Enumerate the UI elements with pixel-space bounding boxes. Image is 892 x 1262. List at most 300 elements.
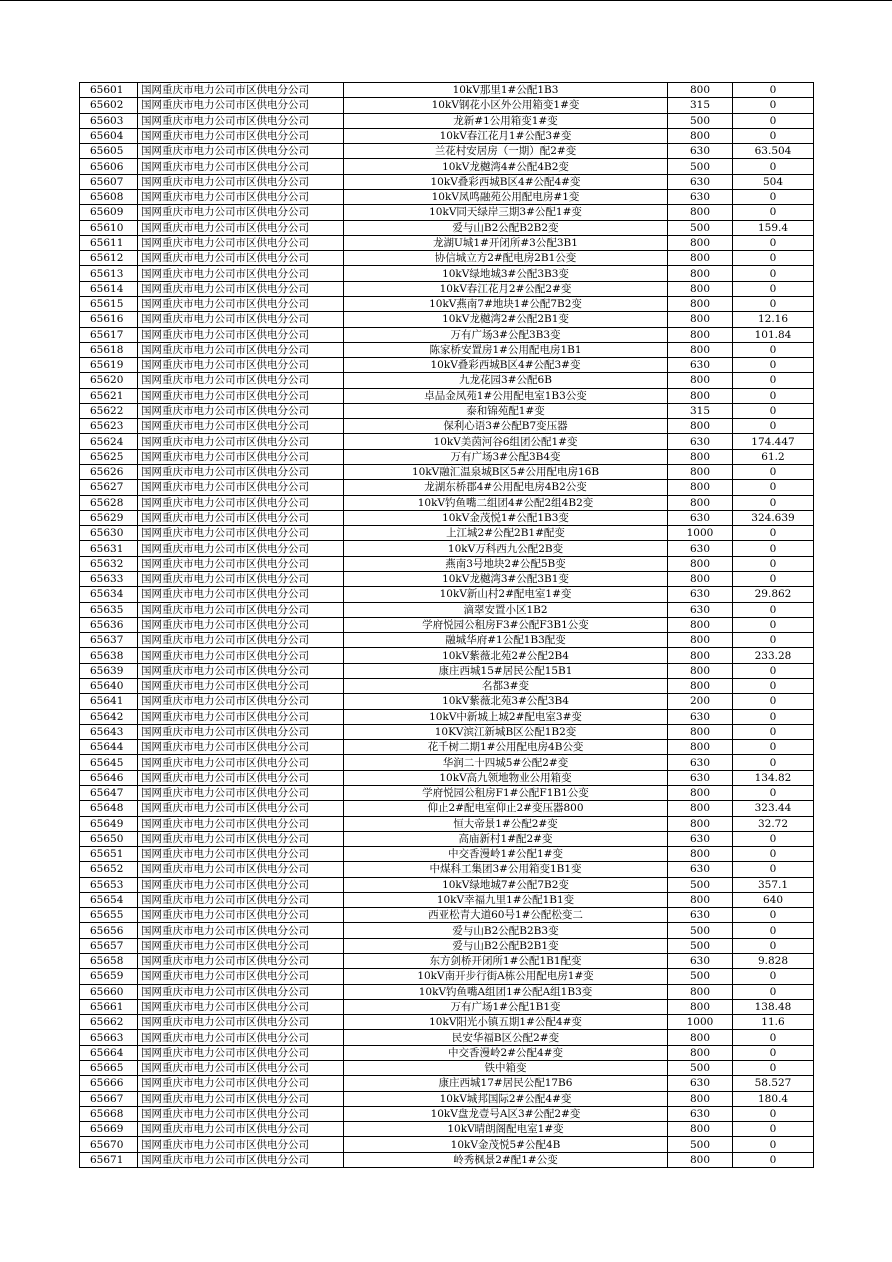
transformer-name-cell: 仰止2#配电室仰止2#变压器800 bbox=[344, 801, 668, 816]
table-body bbox=[80, 83, 814, 1168]
value-cell: 0 bbox=[733, 526, 814, 541]
transformer-name-cell: 10kV南开步行街A栋公用配电房1#变 bbox=[344, 969, 668, 984]
transformer-name-cell: 爱与山B2公配B2B3变 bbox=[344, 923, 668, 938]
table-row bbox=[80, 1091, 814, 1106]
capacity-cell: 500 bbox=[668, 220, 733, 235]
value-cell: 0 bbox=[733, 189, 814, 204]
table-row bbox=[80, 984, 814, 999]
table-row bbox=[80, 678, 814, 693]
capacity-cell: 800 bbox=[668, 251, 733, 266]
capacity-cell: 800 bbox=[668, 801, 733, 816]
transformer-name-cell: 10kV幸福九里1#公配1B1变 bbox=[344, 892, 668, 907]
substation-capacity-table bbox=[79, 82, 814, 1168]
company-cell: 国网重庆市电力公司市区供电分公司 bbox=[138, 801, 344, 816]
transformer-name-cell: 燕南3号地块2#公配5B变 bbox=[344, 556, 668, 571]
value-cell: 12.16 bbox=[733, 312, 814, 327]
company-cell: 国网重庆市电力公司市区供电分公司 bbox=[138, 785, 344, 800]
record-id-cell: 65633 bbox=[80, 572, 138, 587]
transformer-name-cell: 10kV春江花月2#公配2#变 bbox=[344, 281, 668, 296]
record-id-cell: 65643 bbox=[80, 724, 138, 739]
record-id-cell: 65667 bbox=[80, 1091, 138, 1106]
record-id-cell: 65648 bbox=[80, 801, 138, 816]
record-id-cell: 65631 bbox=[80, 541, 138, 556]
value-cell: 0 bbox=[733, 633, 814, 648]
company-cell: 国网重庆市电力公司市区供电分公司 bbox=[138, 251, 344, 266]
record-id-cell: 65614 bbox=[80, 281, 138, 296]
transformer-name-cell: 10kV叠彩西城B区4#公配4#变 bbox=[344, 174, 668, 189]
transformer-name-cell: 西亚松青大道60号1#公配松变二 bbox=[344, 908, 668, 923]
company-cell: 国网重庆市电力公司市区供电分公司 bbox=[138, 526, 344, 541]
value-cell: 159.4 bbox=[733, 220, 814, 235]
capacity-cell: 500 bbox=[668, 1061, 733, 1076]
table-row bbox=[80, 816, 814, 831]
capacity-cell: 800 bbox=[668, 205, 733, 220]
transformer-name-cell: 泰和锦苑配1#变 bbox=[344, 403, 668, 418]
capacity-cell: 315 bbox=[668, 403, 733, 418]
value-cell: 0 bbox=[733, 984, 814, 999]
value-cell: 174.447 bbox=[733, 434, 814, 449]
table-row bbox=[80, 755, 814, 770]
transformer-name-cell: 万有广场3#公配3B3变 bbox=[344, 327, 668, 342]
capacity-cell: 800 bbox=[668, 847, 733, 862]
transformer-name-cell: 兰花村安居房（一期）配2#变 bbox=[344, 144, 668, 159]
value-cell: 233.28 bbox=[733, 648, 814, 663]
capacity-cell: 800 bbox=[668, 495, 733, 510]
value-cell: 0 bbox=[733, 113, 814, 128]
company-cell: 国网重庆市电力公司市区供电分公司 bbox=[138, 358, 344, 373]
company-cell: 国网重庆市电力公司市区供电分公司 bbox=[138, 98, 344, 113]
page-top-rule bbox=[0, 0, 892, 1]
value-cell: 0 bbox=[733, 296, 814, 311]
table-row bbox=[80, 1137, 814, 1152]
value-cell: 138.48 bbox=[733, 999, 814, 1014]
transformer-name-cell: 10kV同天绿岸三期3#公配1#变 bbox=[344, 205, 668, 220]
record-id-cell: 65624 bbox=[80, 434, 138, 449]
record-id-cell: 65664 bbox=[80, 1045, 138, 1060]
company-cell: 国网重庆市电力公司市区供电分公司 bbox=[138, 220, 344, 235]
company-cell: 国网重庆市电力公司市区供电分公司 bbox=[138, 847, 344, 862]
record-id-cell: 65630 bbox=[80, 526, 138, 541]
company-cell: 国网重庆市电力公司市区供电分公司 bbox=[138, 1122, 344, 1137]
table-row bbox=[80, 694, 814, 709]
transformer-name-cell: 龙湖U城1#开闭所#3公配3B1 bbox=[344, 235, 668, 250]
value-cell: 0 bbox=[733, 419, 814, 434]
value-cell: 0 bbox=[733, 235, 814, 250]
capacity-cell: 630 bbox=[668, 358, 733, 373]
value-cell: 0 bbox=[733, 785, 814, 800]
company-cell: 国网重庆市电力公司市区供电分公司 bbox=[138, 755, 344, 770]
company-cell: 国网重庆市电力公司市区供电分公司 bbox=[138, 678, 344, 693]
company-cell: 国网重庆市电力公司市区供电分公司 bbox=[138, 572, 344, 587]
value-cell: 0 bbox=[733, 480, 814, 495]
value-cell: 58.527 bbox=[733, 1076, 814, 1091]
value-cell: 0 bbox=[733, 159, 814, 174]
table-row bbox=[80, 648, 814, 663]
record-id-cell: 65619 bbox=[80, 358, 138, 373]
company-cell: 国网重庆市电力公司市区供电分公司 bbox=[138, 892, 344, 907]
company-cell: 国网重庆市电力公司市区供电分公司 bbox=[138, 923, 344, 938]
record-id-cell: 65659 bbox=[80, 969, 138, 984]
capacity-cell: 630 bbox=[668, 954, 733, 969]
capacity-cell: 800 bbox=[668, 281, 733, 296]
capacity-cell: 800 bbox=[668, 235, 733, 250]
capacity-cell: 500 bbox=[668, 113, 733, 128]
capacity-cell: 630 bbox=[668, 862, 733, 877]
company-cell: 国网重庆市电力公司市区供电分公司 bbox=[138, 954, 344, 969]
company-cell: 国网重庆市电力公司市区供电分公司 bbox=[138, 709, 344, 724]
company-cell: 国网重庆市电力公司市区供电分公司 bbox=[138, 862, 344, 877]
transformer-name-cell: 10kV城邦国际2#公配4#变 bbox=[344, 1091, 668, 1106]
company-cell: 国网重庆市电力公司市区供电分公司 bbox=[138, 587, 344, 602]
capacity-cell: 500 bbox=[668, 1137, 733, 1152]
value-cell: 0 bbox=[733, 205, 814, 220]
capacity-cell: 800 bbox=[668, 816, 733, 831]
record-id-cell: 65615 bbox=[80, 296, 138, 311]
table-row bbox=[80, 770, 814, 785]
record-id-cell: 65660 bbox=[80, 984, 138, 999]
table-row bbox=[80, 587, 814, 602]
value-cell: 0 bbox=[733, 663, 814, 678]
table-row bbox=[80, 419, 814, 434]
company-cell: 国网重庆市电力公司市区供电分公司 bbox=[138, 1137, 344, 1152]
table-row bbox=[80, 617, 814, 632]
transformer-name-cell: 融城华府#1公配1B3配变 bbox=[344, 633, 668, 648]
record-id-cell: 65638 bbox=[80, 648, 138, 663]
transformer-name-cell: 10kV金茂悦5#公配4B bbox=[344, 1137, 668, 1152]
record-id-cell: 65658 bbox=[80, 954, 138, 969]
record-id-cell: 65609 bbox=[80, 205, 138, 220]
record-id-cell: 65616 bbox=[80, 312, 138, 327]
transformer-name-cell: 10kV万科西九公配2B变 bbox=[344, 541, 668, 556]
table-row bbox=[80, 999, 814, 1014]
table-row bbox=[80, 205, 814, 220]
value-cell: 0 bbox=[733, 373, 814, 388]
capacity-cell: 800 bbox=[668, 327, 733, 342]
company-cell: 国网重庆市电力公司市区供电分公司 bbox=[138, 1061, 344, 1076]
capacity-cell: 500 bbox=[668, 969, 733, 984]
value-cell: 0 bbox=[733, 251, 814, 266]
record-id-cell: 65637 bbox=[80, 633, 138, 648]
table-row bbox=[80, 556, 814, 571]
value-cell: 61.2 bbox=[733, 449, 814, 464]
record-id-cell: 65668 bbox=[80, 1106, 138, 1121]
value-cell: 0 bbox=[733, 969, 814, 984]
company-cell: 国网重庆市电力公司市区供电分公司 bbox=[138, 1152, 344, 1167]
record-id-cell: 65642 bbox=[80, 709, 138, 724]
table-row bbox=[80, 342, 814, 357]
record-id-cell: 65625 bbox=[80, 449, 138, 464]
company-cell: 国网重庆市电力公司市区供电分公司 bbox=[138, 1106, 344, 1121]
capacity-cell: 1000 bbox=[668, 526, 733, 541]
record-id-cell: 65627 bbox=[80, 480, 138, 495]
capacity-cell: 800 bbox=[668, 724, 733, 739]
value-cell: 640 bbox=[733, 892, 814, 907]
table-row bbox=[80, 709, 814, 724]
value-cell: 29.862 bbox=[733, 587, 814, 602]
table-row bbox=[80, 572, 814, 587]
capacity-cell: 800 bbox=[668, 1030, 733, 1045]
capacity-cell: 630 bbox=[668, 1076, 733, 1091]
company-cell: 国网重庆市电力公司市区供电分公司 bbox=[138, 205, 344, 220]
table-row bbox=[80, 892, 814, 907]
table-row bbox=[80, 908, 814, 923]
capacity-cell: 800 bbox=[668, 648, 733, 663]
capacity-cell: 200 bbox=[668, 694, 733, 709]
transformer-name-cell: 爱与山B2公配B2B1变 bbox=[344, 938, 668, 953]
capacity-cell: 630 bbox=[668, 602, 733, 617]
capacity-cell: 800 bbox=[668, 984, 733, 999]
value-cell: 0 bbox=[733, 740, 814, 755]
value-cell: 0 bbox=[733, 678, 814, 693]
table-row bbox=[80, 785, 814, 800]
transformer-name-cell: 10kV新山村2#配电室1#变 bbox=[344, 587, 668, 602]
record-id-cell: 65635 bbox=[80, 602, 138, 617]
record-id-cell: 65653 bbox=[80, 877, 138, 892]
capacity-cell: 500 bbox=[668, 877, 733, 892]
value-cell: 0 bbox=[733, 602, 814, 617]
value-cell: 0 bbox=[733, 709, 814, 724]
company-cell: 国网重庆市电力公司市区供电分公司 bbox=[138, 312, 344, 327]
record-id-cell: 65649 bbox=[80, 816, 138, 831]
company-cell: 国网重庆市电力公司市区供电分公司 bbox=[138, 388, 344, 403]
value-cell: 32.72 bbox=[733, 816, 814, 831]
company-cell: 国网重庆市电力公司市区供电分公司 bbox=[138, 1076, 344, 1091]
company-cell: 国网重庆市电力公司市区供电分公司 bbox=[138, 189, 344, 204]
transformer-name-cell: 10kV龙樾湾2#公配2B1变 bbox=[344, 312, 668, 327]
company-cell: 国网重庆市电力公司市区供电分公司 bbox=[138, 174, 344, 189]
transformer-name-cell: 中煤科工集团3#公用箱变1B1变 bbox=[344, 862, 668, 877]
record-id-cell: 65622 bbox=[80, 403, 138, 418]
record-id-cell: 65652 bbox=[80, 862, 138, 877]
capacity-cell: 800 bbox=[668, 1045, 733, 1060]
company-cell: 国网重庆市电力公司市区供电分公司 bbox=[138, 342, 344, 357]
transformer-name-cell: 10kV钓鱼嘴A组团1#公配A组1B3变 bbox=[344, 984, 668, 999]
value-cell: 0 bbox=[733, 938, 814, 953]
table-row bbox=[80, 1076, 814, 1091]
record-id-cell: 65608 bbox=[80, 189, 138, 204]
capacity-cell: 800 bbox=[668, 419, 733, 434]
transformer-name-cell: 10kV美茵河谷6组团公配1#变 bbox=[344, 434, 668, 449]
record-id-cell: 65647 bbox=[80, 785, 138, 800]
value-cell: 0 bbox=[733, 281, 814, 296]
transformer-name-cell: 10kV晴朗阁配电室1#变 bbox=[344, 1122, 668, 1137]
value-cell: 0 bbox=[733, 495, 814, 510]
value-cell: 0 bbox=[733, 862, 814, 877]
value-cell: 324.639 bbox=[733, 510, 814, 525]
record-id-cell: 65670 bbox=[80, 1137, 138, 1152]
transformer-name-cell: 康庄西城15#居民公配15B1 bbox=[344, 663, 668, 678]
capacity-cell: 800 bbox=[668, 465, 733, 480]
transformer-name-cell: 学府悦园公租房F3#公配F3B1公变 bbox=[344, 617, 668, 632]
record-id-cell: 65602 bbox=[80, 98, 138, 113]
table-row bbox=[80, 266, 814, 281]
value-cell: 0 bbox=[733, 358, 814, 373]
transformer-name-cell: 学府悦园公租房F1#公配F1B1公变 bbox=[344, 785, 668, 800]
table-row bbox=[80, 174, 814, 189]
company-cell: 国网重庆市电力公司市区供电分公司 bbox=[138, 113, 344, 128]
table-row bbox=[80, 1015, 814, 1030]
transformer-name-cell: 10kV阳光小镇五期1#公配4#变 bbox=[344, 1015, 668, 1030]
transformer-name-cell: 10kV钓鱼嘴二组团4#公配2组4B2变 bbox=[344, 495, 668, 510]
capacity-cell: 800 bbox=[668, 633, 733, 648]
company-cell: 国网重庆市电力公司市区供电分公司 bbox=[138, 434, 344, 449]
transformer-name-cell: 10kV龙樾湾4#公配4B2变 bbox=[344, 159, 668, 174]
record-id-cell: 65639 bbox=[80, 663, 138, 678]
table-row bbox=[80, 1106, 814, 1121]
transformer-name-cell: 10kV高九领地物业公用箱变 bbox=[344, 770, 668, 785]
record-id-cell: 65665 bbox=[80, 1061, 138, 1076]
record-id-cell: 65629 bbox=[80, 510, 138, 525]
capacity-cell: 800 bbox=[668, 1091, 733, 1106]
company-cell: 国网重庆市电力公司市区供电分公司 bbox=[138, 938, 344, 953]
value-cell: 0 bbox=[733, 847, 814, 862]
company-cell: 国网重庆市电力公司市区供电分公司 bbox=[138, 908, 344, 923]
record-id-cell: 65661 bbox=[80, 999, 138, 1014]
company-cell: 国网重庆市电力公司市区供电分公司 bbox=[138, 770, 344, 785]
capacity-cell: 630 bbox=[668, 434, 733, 449]
capacity-cell: 800 bbox=[668, 678, 733, 693]
capacity-cell: 315 bbox=[668, 98, 733, 113]
company-cell: 国网重庆市电力公司市区供电分公司 bbox=[138, 816, 344, 831]
value-cell: 0 bbox=[733, 541, 814, 556]
table-row bbox=[80, 724, 814, 739]
capacity-cell: 630 bbox=[668, 709, 733, 724]
record-id-cell: 65645 bbox=[80, 755, 138, 770]
table-row bbox=[80, 159, 814, 174]
record-id-cell: 65612 bbox=[80, 251, 138, 266]
table-row bbox=[80, 740, 814, 755]
value-cell: 9.828 bbox=[733, 954, 814, 969]
transformer-name-cell: 10kV紫薇北苑3#公配3B4 bbox=[344, 694, 668, 709]
capacity-cell: 630 bbox=[668, 189, 733, 204]
company-cell: 国网重庆市电力公司市区供电分公司 bbox=[138, 373, 344, 388]
capacity-cell: 630 bbox=[668, 1106, 733, 1121]
company-cell: 国网重庆市电力公司市区供电分公司 bbox=[138, 541, 344, 556]
transformer-name-cell: 保利心语3#公配B7变压器 bbox=[344, 419, 668, 434]
record-id-cell: 65662 bbox=[80, 1015, 138, 1030]
record-id-cell: 65610 bbox=[80, 220, 138, 235]
transformer-name-cell: 恒大帝景1#公配2#变 bbox=[344, 816, 668, 831]
transformer-name-cell: 上江城2#公配2B1#配变 bbox=[344, 526, 668, 541]
transformer-name-cell: 卓品金凤苑1#公用配电室1B3公变 bbox=[344, 388, 668, 403]
record-id-cell: 65644 bbox=[80, 740, 138, 755]
record-id-cell: 65613 bbox=[80, 266, 138, 281]
transformer-name-cell: 10kV龙樾湾3#公配3B1变 bbox=[344, 572, 668, 587]
table-row bbox=[80, 98, 814, 113]
capacity-cell: 630 bbox=[668, 831, 733, 846]
table-row bbox=[80, 251, 814, 266]
company-cell: 国网重庆市电力公司市区供电分公司 bbox=[138, 877, 344, 892]
capacity-cell: 630 bbox=[668, 770, 733, 785]
table-row bbox=[80, 923, 814, 938]
capacity-cell: 800 bbox=[668, 449, 733, 464]
table-row bbox=[80, 144, 814, 159]
value-cell: 0 bbox=[733, 83, 814, 98]
transformer-name-cell: 10kV那里1#公配1B3 bbox=[344, 83, 668, 98]
company-cell: 国网重庆市电力公司市区供电分公司 bbox=[138, 1045, 344, 1060]
record-id-cell: 65601 bbox=[80, 83, 138, 98]
capacity-cell: 630 bbox=[668, 174, 733, 189]
table-row bbox=[80, 954, 814, 969]
transformer-name-cell: 滴翠安置小区1B2 bbox=[344, 602, 668, 617]
company-cell: 国网重庆市电力公司市区供电分公司 bbox=[138, 144, 344, 159]
table-row bbox=[80, 862, 814, 877]
capacity-cell: 800 bbox=[668, 663, 733, 678]
company-cell: 国网重庆市电力公司市区供电分公司 bbox=[138, 495, 344, 510]
transformer-name-cell: 10kV金茂悦1#公配1B3变 bbox=[344, 510, 668, 525]
value-cell: 357.1 bbox=[733, 877, 814, 892]
table-row bbox=[80, 220, 814, 235]
record-id-cell: 65621 bbox=[80, 388, 138, 403]
table-row bbox=[80, 327, 814, 342]
value-cell: 0 bbox=[733, 572, 814, 587]
table-row bbox=[80, 83, 814, 98]
value-cell: 0 bbox=[733, 556, 814, 571]
capacity-cell: 800 bbox=[668, 266, 733, 281]
capacity-cell: 800 bbox=[668, 572, 733, 587]
table-row bbox=[80, 113, 814, 128]
capacity-cell: 630 bbox=[668, 541, 733, 556]
table-row bbox=[80, 526, 814, 541]
capacity-cell: 800 bbox=[668, 892, 733, 907]
capacity-cell: 800 bbox=[668, 373, 733, 388]
record-id-cell: 65636 bbox=[80, 617, 138, 632]
company-cell: 国网重庆市电力公司市区供电分公司 bbox=[138, 1091, 344, 1106]
transformer-name-cell: 花千树二期1#公用配电房4B公变 bbox=[344, 740, 668, 755]
record-id-cell: 65651 bbox=[80, 847, 138, 862]
value-cell: 63.504 bbox=[733, 144, 814, 159]
company-cell: 国网重庆市电力公司市区供电分公司 bbox=[138, 510, 344, 525]
value-cell: 0 bbox=[733, 266, 814, 281]
company-cell: 国网重庆市电力公司市区供电分公司 bbox=[138, 281, 344, 296]
value-cell: 11.6 bbox=[733, 1015, 814, 1030]
transformer-name-cell: 中交香漫岭2#公配4#变 bbox=[344, 1045, 668, 1060]
record-id-cell: 65654 bbox=[80, 892, 138, 907]
table-row bbox=[80, 847, 814, 862]
transformer-name-cell: 中交香漫岭1#公配1#变 bbox=[344, 847, 668, 862]
transformer-name-cell: 名都3#变 bbox=[344, 678, 668, 693]
table-row bbox=[80, 541, 814, 556]
company-cell: 国网重庆市电力公司市区供电分公司 bbox=[138, 403, 344, 418]
company-cell: 国网重庆市电力公司市区供电分公司 bbox=[138, 648, 344, 663]
value-cell: 0 bbox=[733, 694, 814, 709]
company-cell: 国网重庆市电力公司市区供电分公司 bbox=[138, 480, 344, 495]
company-cell: 国网重庆市电力公司市区供电分公司 bbox=[138, 266, 344, 281]
value-cell: 0 bbox=[733, 1030, 814, 1045]
value-cell: 504 bbox=[733, 174, 814, 189]
transformer-name-cell: 协信城立方2#配电房2B1公变 bbox=[344, 251, 668, 266]
value-cell: 0 bbox=[733, 831, 814, 846]
value-cell: 0 bbox=[733, 923, 814, 938]
transformer-name-cell: 东方剑桥开闭所1#公配1B1配变 bbox=[344, 954, 668, 969]
capacity-cell: 630 bbox=[668, 908, 733, 923]
company-cell: 国网重庆市电力公司市区供电分公司 bbox=[138, 633, 344, 648]
record-id-cell: 65628 bbox=[80, 495, 138, 510]
value-cell: 0 bbox=[733, 98, 814, 113]
company-cell: 国网重庆市电力公司市区供电分公司 bbox=[138, 327, 344, 342]
transformer-name-cell: 10kV盘龙壹号A区3#公配2#变 bbox=[344, 1106, 668, 1121]
capacity-cell: 630 bbox=[668, 587, 733, 602]
table-row bbox=[80, 801, 814, 816]
capacity-cell: 800 bbox=[668, 1122, 733, 1137]
company-cell: 国网重庆市电力公司市区供电分公司 bbox=[138, 724, 344, 739]
record-id-cell: 65611 bbox=[80, 235, 138, 250]
record-id-cell: 65620 bbox=[80, 373, 138, 388]
company-cell: 国网重庆市电力公司市区供电分公司 bbox=[138, 128, 344, 143]
record-id-cell: 65607 bbox=[80, 174, 138, 189]
transformer-name-cell: 10kV凤鸣融苑公用配电房#1变 bbox=[344, 189, 668, 204]
transformer-name-cell: 岭秀枫景2#配1#公变 bbox=[344, 1152, 668, 1167]
